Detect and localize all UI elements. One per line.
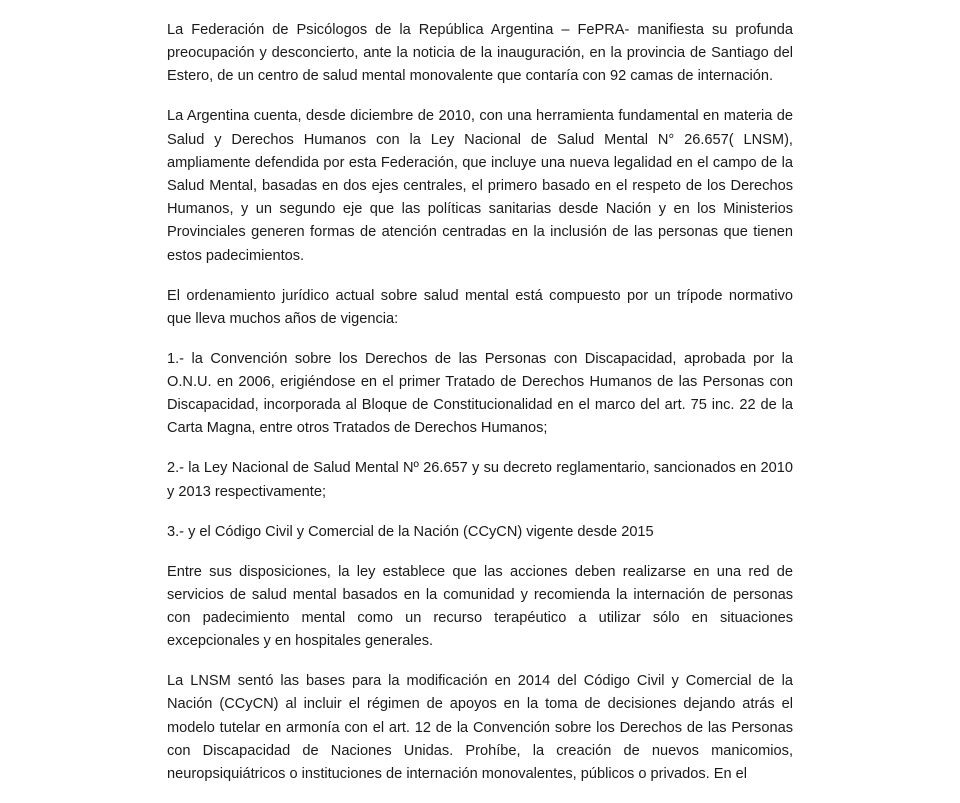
- paragraph-lnsm-law: La Argentina cuenta, desde diciembre de 2010, con una herramienta fundamental en materia de Salud y Derechos Humanos con la Ley Nacional de Salud Mental N° 26.657( LNSM), ampliamente defendida por esta Federación, que incluye una nueva legalidad en el campo de la Salud Mental, basadas en dos ejes centrales, el primero basado en el respeto de los Derechos Humanos, y un segundo eje que las políticas sanitarias desde Nación y en los Ministerios Provinciales generen formas de atención centradas en la inclusión de las personas que tienen estos padecimientos.: [167, 108, 793, 264]
- list-item-civil-code: 3.- y el Código Civil y Comercial de la Nación (CCyCN) vigente desde 2015: [167, 523, 654, 540]
- paragraph-fepra-statement: La Federación de Psicólogos de la República Argentina – FePRA- manifiesta su profunda preocupación y desconcierto, ante la noticia de la inauguración, en la provincia de Santiago del Estero, de un centro de salud mental monovalente que contaría con 92 camas de internación.: [167, 22, 793, 85]
- paragraph-legal-framework: El ordenamiento jurídico actual sobre salud mental está compuesto por un trípode normativo que lleva muchos años de vigencia:: [167, 287, 793, 327]
- paragraph-community-services: Entre sus disposiciones, la ley establece que las acciones deben realizarse en una red de servicios de salud mental basados en la comunidad y recomienda la internación de personas con padecimiento mental como un recurso terapéutico a utilizar sólo en situaciones excepcionales y en hospitales generales.: [167, 563, 793, 650]
- paragraph-civil-code-reform: La LNSM sentó las bases para la modificación en 2014 del Código Civil y Comercial de la Nación (CCyCN) al incluir el régimen de apoyos en la toma de decisiones dejando atrás el modelo tutelar en armonía con el art. 12 de la Convención sobre los Derechos de las Personas con Discapacidad de Naciones Unidas. Prohíbe, la creación de nuevos manicomios, neuropsiquiátricos o instituciones de internación monovalentes, públicos o privados. En el: [167, 673, 793, 783]
- document-body: [167, 19, 793, 803]
- list-item-convention: 1.- la Convención sobre los Derechos de las Personas con Discapacidad, aprobada por la O.N.U. en 2006, erigiéndose en el primer Tratado de Derechos Humanos de las Personas con Discapacidad, incorporada al Bloque de Constitucionalidad en el marco del art. 75 inc. 22 de la Carta Magna, entre otros Tratados de Derechos Humanos;: [167, 350, 793, 437]
- list-item-mental-health-law: 2.- la Ley Nacional de Salud Mental Nº 26.657 y su decreto reglamentario, sancionados en 2010 y 2013 respectivamente;: [167, 460, 793, 500]
